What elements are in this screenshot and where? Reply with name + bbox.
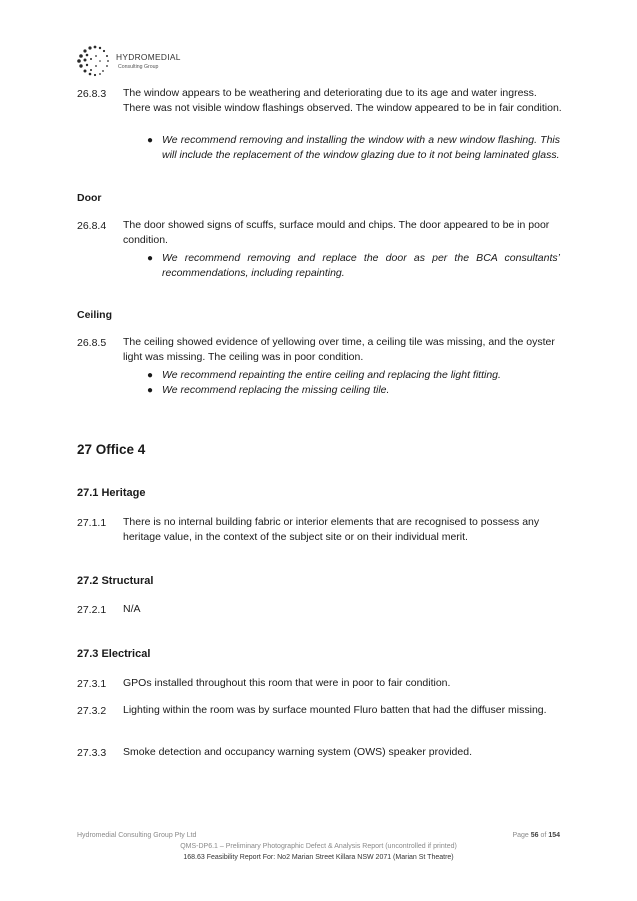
page-label: Page bbox=[512, 832, 529, 839]
subsection-heading-electrical: 27.3 Electrical bbox=[77, 648, 151, 660]
recommendation-text: We recommend removing and installing the window with a new window flashing. This will include the replacement of the window glazing due to it not being laminated glass. bbox=[162, 134, 560, 161]
item-text: The ceiling showed evidence of yellowing over time, a ceiling tile was missing, and the oyster light was missing. The ceiling was in poor condition. bbox=[123, 336, 555, 363]
item-number: 27.3.1 bbox=[77, 678, 107, 690]
bullet-dot: ● bbox=[147, 135, 154, 146]
footer-document-ref: QMS-DP6.1 – Preliminary Photographic Defect & Analysis Report (uncontrolled if printed) bbox=[180, 843, 457, 850]
subsection-heading-structural: 27.2 Structural bbox=[77, 575, 154, 587]
dotted-globe-icon bbox=[76, 44, 114, 78]
item-text: Lighting within the room was by surface mounted Fluro batten that had the diffuser missing. bbox=[123, 704, 547, 716]
item-number: 26.8.3 bbox=[77, 88, 107, 100]
subsection-heading-heritage: 27.1 Heritage bbox=[77, 487, 146, 499]
company-logo bbox=[76, 44, 216, 78]
recommendation-text: We recommend replacing the missing ceiling tile. bbox=[162, 384, 390, 396]
item-number: 26.8.4 bbox=[77, 220, 107, 232]
page-current: 56 bbox=[530, 832, 539, 839]
item-text: The window appears to be weathering and deteriorating due to its age and water ingress. There was not visible window flashings observed. The window appeared to be in fair condition. bbox=[123, 87, 562, 114]
bullet-dot: ● bbox=[147, 385, 154, 396]
logo-subtitle: Consulting Group bbox=[118, 64, 159, 70]
section-heading: 27 Office 4 bbox=[77, 442, 146, 457]
item-number: 27.1.1 bbox=[77, 517, 107, 529]
item-number: 27.3.3 bbox=[77, 747, 107, 759]
item-text: GPOs installed throughout this room that were in poor to fair condition. bbox=[123, 677, 451, 689]
item-number: 27.3.2 bbox=[77, 705, 107, 717]
footer-page-number bbox=[512, 832, 560, 839]
page-of: of bbox=[540, 832, 547, 839]
item-text: N/A bbox=[123, 603, 141, 615]
page-total: 154 bbox=[548, 832, 560, 839]
subheading-door: Door bbox=[77, 192, 102, 204]
item-text: There is no internal building fabric or interior elements that are recognised to possess any heritage value, in the context of the subject site or on their individual merit. bbox=[123, 516, 540, 543]
item-number: 26.8.5 bbox=[77, 337, 107, 349]
recommendation-text: We recommend repainting the entire ceiling and replacing the light fitting. bbox=[162, 369, 501, 381]
footer-company: Hydromedial Consulting Group Pty Ltd bbox=[77, 832, 197, 839]
item-text: The door showed signs of scuffs, surface mould and chips. The door appeared to be in poor condition. bbox=[123, 219, 550, 246]
item-number: 27.2.1 bbox=[77, 604, 107, 616]
bullet-dot: ● bbox=[147, 253, 154, 264]
item-text: Smoke detection and occupancy warning system (OWS) speaker provided. bbox=[123, 746, 472, 758]
bullet-dot: ● bbox=[147, 370, 154, 381]
logo-name: HYDROMEDIAL bbox=[116, 52, 181, 62]
subheading-ceiling: Ceiling bbox=[77, 309, 113, 321]
footer-report-title: 168.63 Feasibility Report For: No2 Marian Street Killara NSW 2071 (Marian St Theatre) bbox=[183, 854, 454, 861]
recommendation-text: We recommend removing and replace the door as per the BCA consultants’ recommendations, including repainting. bbox=[162, 252, 560, 279]
